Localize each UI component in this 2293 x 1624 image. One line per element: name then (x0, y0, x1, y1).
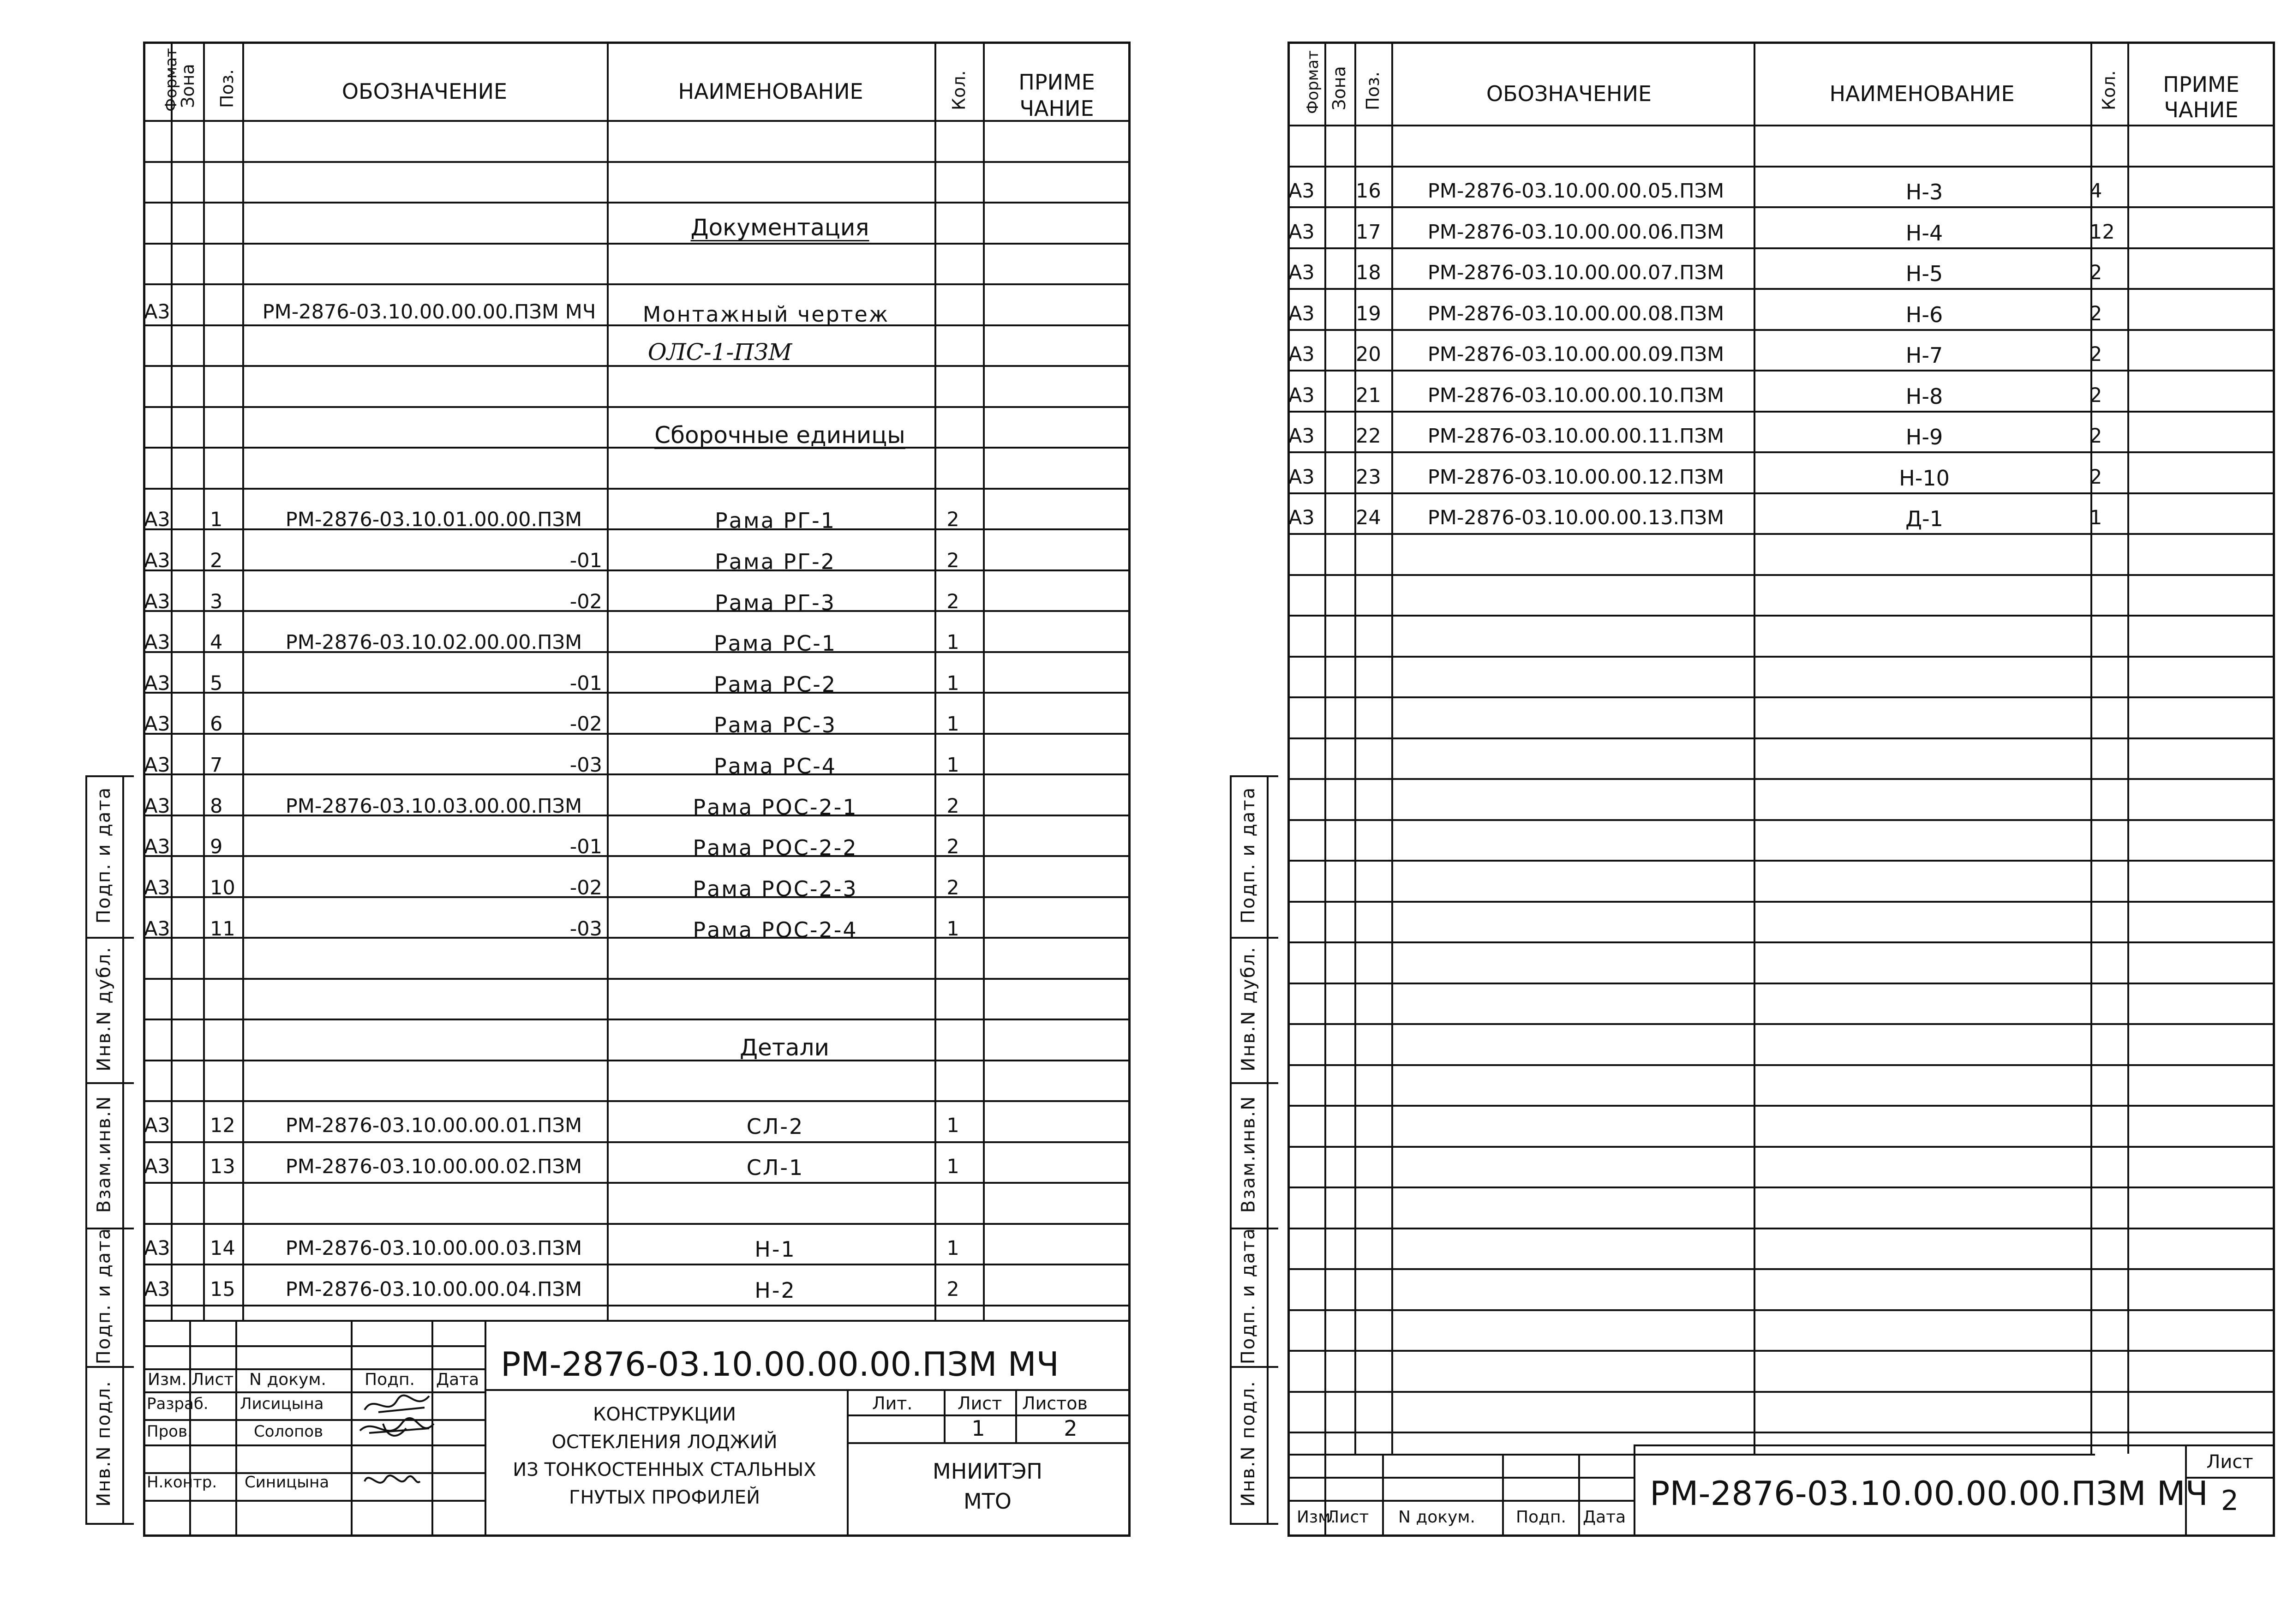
s2-row-qty: 2 (2089, 425, 2102, 448)
s1-col-name-line (934, 42, 936, 1320)
s2-row-line (1287, 941, 2275, 943)
s2-row-name: Н-7 (1905, 343, 1943, 368)
s2-row-designation: РМ-2876-03.10.00.00.07.ПЗМ (1427, 261, 1724, 284)
s1-row-designation: РМ-2876-03.10.03.00.00.ПЗМ (285, 795, 582, 818)
s2-row-line (1287, 983, 2275, 984)
s2-row-line (1287, 1268, 2275, 1270)
s2-row-line (1287, 656, 2275, 658)
s2-row-pos: 23 (1356, 465, 1381, 489)
s1-row-name: СЛ-1 (746, 1155, 804, 1180)
s1-row-line (143, 488, 1131, 490)
s2-header-qty: Кол. (2099, 70, 2119, 110)
s1-row-line (143, 1019, 1131, 1020)
s1-tb-r-v1 (944, 1389, 946, 1442)
s1-row-designation: -01 (569, 549, 602, 572)
s1-row-format: А3 (144, 508, 170, 531)
s1-row-format: А3 (144, 549, 170, 572)
s1-tb-col-list: Лист (192, 1370, 234, 1389)
s1-header-note-1: ПРИМЕ (1018, 70, 1095, 95)
s1-tb-code: РМ-2876-03.10.00.00.00.ПЗМ МЧ (501, 1345, 1060, 1384)
s2-tb-col-ndoc: N докум. (1398, 1508, 1475, 1527)
s1-row-designation: РМ-2876-03.10.00.00.02.ПЗМ (285, 1155, 582, 1178)
s1-section-details: Детали (739, 1034, 830, 1061)
s1-row-designation: -02 (569, 713, 602, 736)
s1-row-designation: -01 (569, 672, 602, 695)
s1-row-pos: 13 (210, 1155, 235, 1178)
s2-stamp-podp-i-data: Подп. и дата (1238, 1227, 1259, 1365)
s2-row-format: А3 (1288, 220, 1315, 244)
s1-header-format: Формат (162, 48, 180, 112)
s1-row-line (143, 283, 1131, 285)
s2-header-bottom (1287, 125, 2275, 126)
s1-header-qty: Кол. (949, 70, 969, 110)
s2-row-pos: 21 (1356, 384, 1381, 407)
s2-row-name: Н-10 (1899, 465, 1950, 491)
s1-header-note-2: ЧАНИЕ (1019, 96, 1094, 121)
s1-row-name: Рама РГ-2 (714, 549, 836, 574)
s2-row-qty: 2 (2089, 384, 2102, 407)
s2-row-line (1287, 1309, 2275, 1311)
s2-row-line (1287, 737, 2275, 739)
s1-row-line (143, 365, 1131, 367)
s1-stamp-mid (122, 775, 124, 1523)
s2-row-line (1287, 166, 2275, 168)
s2-row-name: Д-1 (1905, 506, 1943, 531)
s2-col-format-line (1324, 42, 1326, 1454)
s2-tb-col-izm: Изм. (1297, 1508, 1336, 1527)
s1-row-name: Н-1 (754, 1237, 796, 1262)
s1-stamp-left (85, 775, 87, 1523)
s2-stamp-podp-data: Подп. и дата (1238, 786, 1259, 924)
s1-row-line (143, 324, 1131, 326)
s1-tb-r1 (847, 1414, 1131, 1416)
s1-row-line (143, 855, 1131, 857)
s2-tb-v2 (1382, 1454, 1384, 1537)
s2-row-line (1287, 329, 2275, 331)
s1-doc-name-handwritten: ОЛС-1-ПЗМ (647, 339, 792, 366)
s2-row-line (1287, 1350, 2275, 1352)
s2-row-designation: РМ-2876-03.10.00.00.11.ПЗМ (1427, 425, 1724, 448)
s1-tb-org-2: МТО (964, 1489, 1012, 1514)
s2-tb-v4 (1578, 1454, 1580, 1537)
s1-row-qty: 2 (946, 1278, 959, 1301)
s2-row-line (1287, 615, 2275, 617)
s2-row-qty: 2 (2089, 343, 2102, 366)
s2-row-pos: 18 (1356, 261, 1381, 284)
s1-tb-col-ndoc: N докум. (249, 1370, 326, 1389)
s2-row-format: А3 (1288, 384, 1315, 407)
s2-header-note-1: ПРИМЕ (2163, 72, 2239, 97)
s1-row-designation: -03 (569, 754, 602, 777)
s2-row-format: А3 (1288, 302, 1315, 325)
s2-row-line (1287, 1146, 2275, 1148)
s1-row-name: Рама РОС-2-2 (693, 835, 858, 860)
s2-tb-mid2 (1287, 1500, 1634, 1502)
s2-row-qty: 12 (2089, 220, 2115, 244)
s1-row-format: А3 (144, 795, 170, 818)
s1-tb-col-izm: Изм. (148, 1370, 187, 1389)
s2-row-qty: 2 (2089, 302, 2102, 325)
s1-row-pos: 12 (210, 1114, 235, 1137)
s1-row-format: А3 (144, 631, 170, 654)
s2-stamp-left (1230, 775, 1232, 1523)
s1-col-pos-line (242, 42, 244, 1320)
s1-row-name: Рама РГ-3 (714, 590, 836, 615)
s1-row-qty: 1 (946, 1114, 959, 1137)
s1-stamp-bottom (85, 1523, 134, 1525)
s2-row-line (1287, 288, 2275, 290)
s1-row-pos: 4 (210, 631, 223, 654)
s1-row-pos: 10 (210, 876, 235, 899)
s1-row-pos: 11 (210, 917, 235, 941)
s2-tb-sheet-label: Лист (2206, 1451, 2253, 1473)
s1-tb-r2 (847, 1442, 1131, 1444)
s2-row-pos: 20 (1356, 343, 1381, 366)
s1-stamp-inv-podl: Инв.N подл. (93, 1380, 114, 1507)
s1-section-documentation: Документация (690, 214, 869, 241)
s2-stamp-vzam-inv: Взам.инв.N (1238, 1095, 1259, 1213)
s1-row-name: СЛ-2 (746, 1114, 804, 1139)
s1-tb-col-data: Дата (436, 1370, 479, 1389)
s1-col-desig-line (607, 42, 609, 1320)
s2-row-line (1287, 1105, 2275, 1107)
s1-stamp-vzam-inv: Взам.инв.N (93, 1095, 114, 1213)
s1-tb-lit: Лит. (872, 1393, 913, 1414)
s2-row-format: А3 (1288, 261, 1315, 284)
s1-row-pos: 1 (210, 508, 223, 531)
s1-tb-title-4: ГНУТЫХ ПРОФИЛЕЙ (569, 1487, 760, 1508)
s2-row-line (1287, 860, 2275, 862)
s2-row-line (1287, 1064, 2275, 1066)
s2-header-format: Формат (1304, 50, 1322, 114)
s1-tb-code-bottom (485, 1389, 1131, 1391)
s2-col-qty-line (2127, 42, 2129, 1454)
s1-row-qty: 2 (946, 835, 959, 858)
s1-row-line (143, 610, 1131, 612)
s1-row-line (143, 447, 1131, 449)
s2-tb-top2 (1634, 1444, 2275, 1446)
s1-row-format: А3 (144, 754, 170, 777)
s2-row-name: Н-6 (1905, 302, 1943, 327)
s1-row-designation: РМ-2876-03.10.00.00.04.ПЗМ (285, 1278, 582, 1301)
s1-row-pos: 9 (210, 835, 223, 858)
s1-row-pos: 15 (210, 1278, 235, 1301)
s2-row-format: А3 (1288, 343, 1315, 366)
s2-row-qty: 2 (2089, 261, 2102, 284)
s1-tb-v2 (235, 1320, 237, 1537)
s1-tb-nkontr-name: Синицына (245, 1473, 329, 1492)
s1-row-qty: 2 (946, 549, 959, 572)
s2-tb-col-data: Дата (1583, 1508, 1626, 1527)
s1-header-bottom (143, 120, 1131, 122)
s1-row-designation: РМ-2876-03.10.00.00.01.ПЗМ (285, 1114, 582, 1137)
s1-tb-razrab: Разраб. (147, 1395, 209, 1413)
s2-row-name: Н-4 (1905, 220, 1943, 246)
spec-sheet-1 (143, 42, 1131, 1537)
s1-row-line (143, 406, 1131, 408)
s1-row-designation: РМ-2876-03.10.02.00.00.ПЗМ (285, 631, 582, 654)
s1-row-format: А3 (144, 917, 170, 941)
s2-row-designation: РМ-2876-03.10.00.00.13.ПЗМ (1427, 506, 1724, 529)
s1-tb-l1 (143, 1345, 485, 1347)
s1-header-zone: Зона (178, 64, 198, 108)
s1-row-line (143, 161, 1131, 163)
s1-row-line (143, 1141, 1131, 1143)
s2-col-name-line (2090, 42, 2092, 1454)
s2-row-designation: РМ-2876-03.10.00.00.08.ПЗМ (1427, 302, 1724, 325)
s1-col-format-line (171, 42, 173, 1320)
s1-tb-title-1: КОНСТРУКЦИИ (593, 1404, 736, 1425)
s2-row-pos: 22 (1356, 425, 1381, 448)
s2-row-format: А3 (1288, 180, 1315, 203)
s2-row-qty: 2 (2089, 465, 2102, 489)
s1-row-line (143, 978, 1131, 980)
s1-stamp-podp-data: Подп. и дата (93, 786, 114, 924)
s2-row-line (1287, 370, 2275, 372)
s1-tb-sheet: Лист (958, 1393, 1002, 1414)
s1-row-line (143, 773, 1131, 775)
s1-row-line (143, 1305, 1131, 1306)
s1-row-qty: 1 (946, 631, 959, 654)
s1-row-designation: -02 (569, 876, 602, 899)
s1-row-format: А3 (144, 876, 170, 899)
s2-row-pos: 17 (1356, 220, 1381, 244)
s1-tb-nkontr: Н.контр. (147, 1473, 217, 1492)
s1-row-line (143, 1100, 1131, 1102)
s2-row-pos: 24 (1356, 506, 1381, 529)
s1-row-qty: 1 (946, 713, 959, 736)
s2-row-pos: 16 (1356, 180, 1381, 203)
s2-row-designation: РМ-2876-03.10.00.00.05.ПЗМ (1427, 180, 1724, 203)
s1-row-format: А3 (144, 1155, 170, 1178)
s1-col-qty-line (983, 42, 985, 1320)
s2-row-line (1287, 1228, 2275, 1229)
s2-stamp-inv-dubl: Инв.N дубл. (1238, 946, 1259, 1072)
s2-header-zone: Зона (1329, 66, 1349, 110)
s2-tb-v3 (1502, 1454, 1504, 1537)
s1-row-format: А3 (144, 1114, 170, 1137)
s1-tb-v5 (847, 1389, 849, 1537)
s1-row-pos: 5 (210, 672, 223, 695)
s2-row-line (1287, 533, 2275, 535)
s1-row-pos: 8 (210, 795, 223, 818)
s1-row-line (143, 243, 1131, 245)
s1-doc-designation: РМ-2876-03.10.00.00.00.ПЗМ МЧ (262, 300, 596, 324)
s1-row-line (143, 1060, 1131, 1061)
s1-row-format: А3 (144, 1237, 170, 1260)
s1-stamp-podp-i-data: Подп. и дата (93, 1227, 114, 1365)
s1-row-line (143, 569, 1131, 571)
s1-header-name: НАИМЕНОВАНИЕ (678, 79, 863, 104)
s1-row-name: Рама РОС-2-3 (693, 876, 858, 901)
s1-row-name: Рама РОС-2-4 (693, 917, 858, 942)
s1-row-line (143, 937, 1131, 939)
s2-row-line (1287, 1432, 2275, 1433)
s2-row-name: Н-5 (1905, 261, 1943, 286)
s1-tb-prov-name: Солопов (254, 1422, 323, 1441)
s1-tb-title-3: ИЗ ТОНКОСТЕННЫХ СТАЛЬНЫХ (513, 1459, 816, 1480)
s1-tb-razrab-name: Лисицына (240, 1395, 324, 1413)
s2-row-designation: РМ-2876-03.10.00.00.10.ПЗМ (1427, 384, 1724, 407)
s1-row-qty: 1 (946, 1155, 959, 1178)
s2-row-format: А3 (1288, 506, 1315, 529)
s1-doc-name: Монтажный чертеж (642, 302, 890, 327)
s2-row-line (1287, 451, 2275, 453)
s1-row-qty: 2 (946, 795, 959, 818)
s2-row-qty: 4 (2089, 180, 2102, 203)
s1-row-qty: 2 (946, 590, 959, 613)
s1-row-qty: 1 (946, 917, 959, 941)
s1-tb-title-2: ОСТЕКЛЕНИЯ ЛОДЖИЙ (551, 1432, 778, 1453)
s2-tb-v5 (1634, 1444, 1635, 1537)
s1-row-pos: 2 (210, 549, 223, 572)
s2-stamp-inv-podl: Инв.N подл. (1238, 1380, 1259, 1507)
s2-row-line (1287, 1187, 2275, 1188)
s1-row-name: Рама РС-3 (713, 713, 837, 737)
s2-col-desig-line (1754, 42, 1755, 1454)
s1-tb-v3 (351, 1320, 353, 1537)
s2-row-designation: РМ-2876-03.10.00.00.06.ПЗМ (1427, 220, 1724, 244)
s1-tb-prov: Пров. (147, 1422, 192, 1441)
s1-row-name: Рама РС-2 (713, 672, 837, 697)
s2-row-format: А3 (1288, 425, 1315, 448)
s1-row-qty: 1 (946, 672, 959, 695)
s1-row-pos: 6 (210, 713, 223, 736)
s2-row-line (1287, 247, 2275, 249)
s2-row-line (1287, 1391, 2275, 1393)
s2-tb-mid (1287, 1477, 1634, 1479)
s1-row-designation: РМ-2876-03.10.00.00.03.ПЗМ (285, 1237, 582, 1260)
s1-row-line (143, 1223, 1131, 1225)
s1-tb-org-1: МНИИТЭП (933, 1459, 1042, 1484)
s2-row-pos: 19 (1356, 302, 1381, 325)
s1-row-designation: -01 (569, 835, 602, 858)
s1-tb-r-v2 (1015, 1389, 1017, 1442)
s1-header-designation: ОБОЗНАЧЕНИЕ (341, 79, 508, 104)
s1-tb-sheets: Листов (1022, 1393, 1088, 1414)
s2-tb-code: РМ-2876-03.10.00.00.00.ПЗМ МЧ (1650, 1474, 2209, 1513)
s2-tb-col-list: Лист (1327, 1508, 1369, 1527)
s1-row-line (143, 1182, 1131, 1184)
s1-row-line (143, 733, 1131, 735)
s2-tb-top (1287, 1454, 2095, 1456)
s1-row-qty: 1 (946, 1237, 959, 1260)
s1-row-qty: 2 (946, 508, 959, 531)
s1-row-format: А3 (144, 590, 170, 613)
s2-row-format: А3 (1288, 465, 1315, 489)
s2-row-line (1287, 778, 2275, 780)
s1-row-name: Н-2 (754, 1278, 796, 1303)
s1-tb-split (485, 1320, 486, 1537)
s1-doc-format: А3 (144, 300, 170, 324)
s1-tb-sheet-val: 1 (971, 1416, 985, 1441)
s1-tb-l7 (143, 1500, 485, 1502)
s2-stamp-mid (1267, 775, 1269, 1523)
s1-row-name: Рама РС-4 (713, 754, 837, 779)
s1-row-pos: 3 (210, 590, 223, 613)
s1-header-pos: Поз. (217, 69, 237, 108)
s2-row-name: Н-8 (1905, 384, 1943, 409)
s1-row-pos: 14 (210, 1237, 235, 1260)
s1-stamp-inv-dubl: Инв.N дубл. (93, 946, 114, 1072)
s1-row-line (143, 202, 1131, 204)
s2-row-line (1287, 411, 2275, 413)
s1-row-name: Рама РГ-1 (714, 508, 836, 533)
s2-stamp-bottom (1230, 1523, 1278, 1525)
s1-row-designation: РМ-2876-03.10.01.00.00.ПЗМ (285, 508, 582, 531)
s2-header-note-2: ЧАНИЕ (2164, 97, 2239, 122)
s1-col-zone-line (203, 42, 205, 1320)
s2-row-designation: РМ-2876-03.10.00.00.12.ПЗМ (1427, 465, 1724, 489)
s2-header-designation: ОБОЗНАЧЕНИЕ (1486, 81, 1652, 106)
s2-row-name: Н-3 (1905, 180, 1943, 204)
s1-row-designation: -02 (569, 590, 602, 613)
s2-header-pos: Поз. (1363, 71, 1383, 110)
s1-signature-nkontr (360, 1468, 425, 1495)
s1-row-name: Рама РС-1 (713, 631, 837, 656)
s2-row-line (1287, 1023, 2275, 1025)
s1-section-assemblies: Сборочные единицы (654, 422, 905, 449)
s1-tb-top (143, 1320, 1131, 1322)
s2-row-line (1287, 206, 2275, 208)
s1-signature-prov (355, 1414, 438, 1447)
s1-row-format: А3 (144, 672, 170, 695)
s2-row-line (1287, 696, 2275, 698)
s2-row-name: Н-9 (1905, 425, 1943, 449)
s2-row-line (1287, 901, 2275, 903)
s1-row-format: А3 (144, 1278, 170, 1301)
s2-tb-col-podp: Подп. (1516, 1508, 1566, 1527)
s2-tb-sheet-val: 2 (2221, 1485, 2239, 1517)
s1-row-designation: -03 (569, 917, 602, 941)
s2-row-designation: РМ-2876-03.10.00.00.09.ПЗМ (1427, 343, 1724, 366)
s2-row-line (1287, 574, 2275, 576)
s1-row-pos: 7 (210, 754, 223, 777)
s1-row-qty: 2 (946, 876, 959, 899)
s1-row-qty: 1 (946, 754, 959, 777)
s1-row-line (143, 1264, 1131, 1265)
s1-tb-sheets-val: 2 (1064, 1416, 1078, 1441)
s1-tb-col-podp: Подп. (365, 1370, 415, 1389)
s2-header-name: НАИМЕНОВАНИЕ (1829, 81, 2015, 106)
s2-row-line (1287, 819, 2275, 821)
s2-row-line (1287, 492, 2275, 494)
s2-row-qty: 1 (2089, 506, 2102, 529)
s1-row-format: А3 (144, 713, 170, 736)
s1-row-line (143, 896, 1131, 898)
s1-row-name: Рама РОС-2-1 (693, 795, 858, 820)
s2-col-zone-line (1354, 42, 1356, 1454)
s1-row-format: А3 (144, 835, 170, 858)
s2-col-pos-line (1391, 42, 1393, 1454)
s1-row-line (143, 692, 1131, 694)
